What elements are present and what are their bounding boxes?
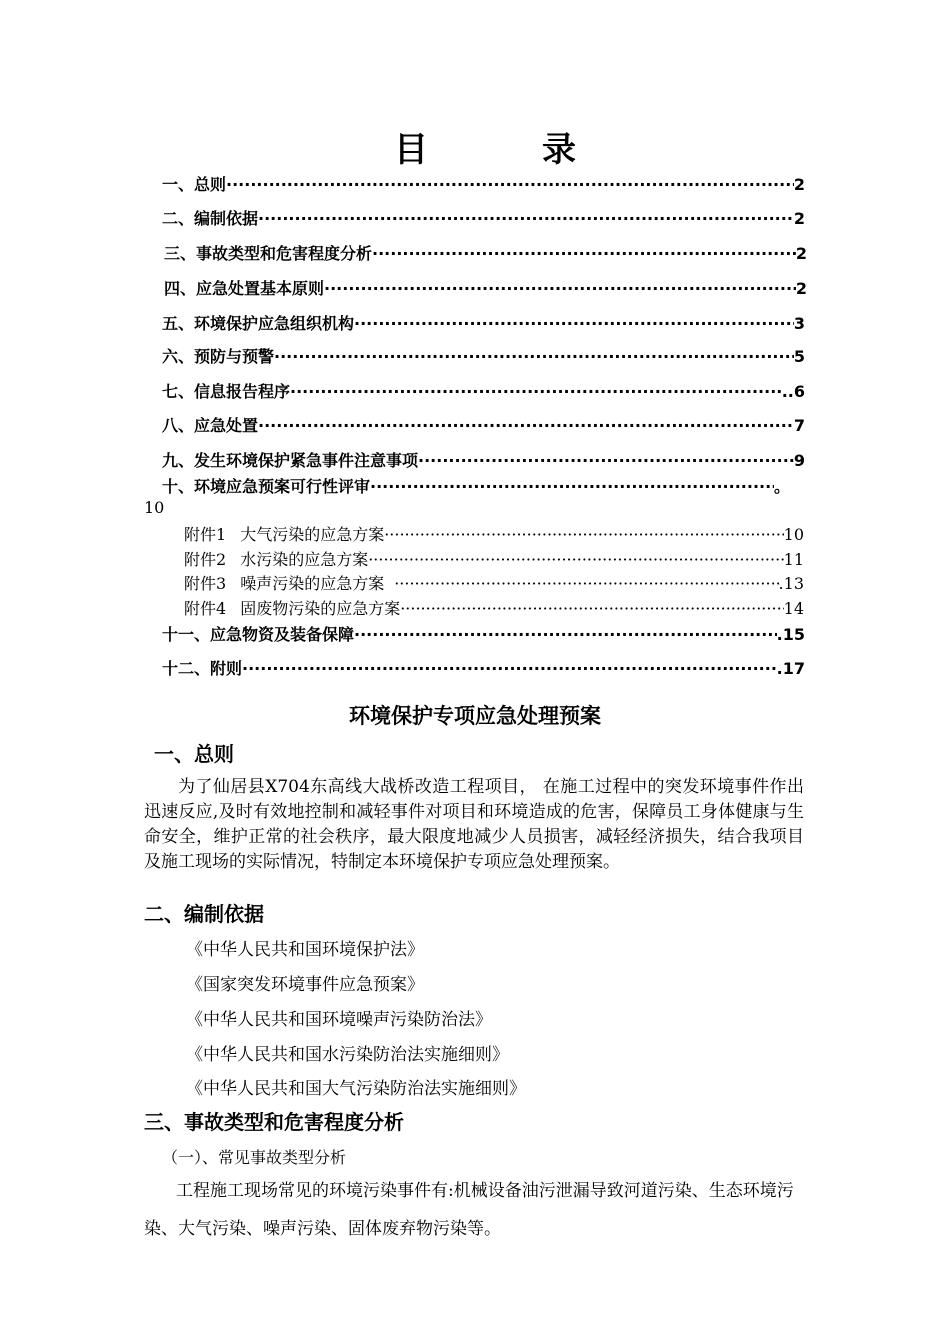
toc-item-page: 2 [793,175,805,194]
toc-attachment-number: 附件3 [184,574,227,593]
toc-attachment-item[interactable] [184,596,804,620]
toc-item-label: 一、总则 [162,175,227,194]
toc-item-page: 5 [793,347,805,366]
law-reference: 《中华人民共和国水污染防治法实施细则》 [186,1045,509,1065]
toc-attachment-page: 14 [783,599,804,618]
toc-item-page: .17 [776,659,805,678]
toc-leader-dots [370,477,774,496]
section-heading: 二、编制依据 [144,902,264,926]
toc-attachment-item[interactable] [184,522,804,546]
toc-item[interactable] [162,656,805,680]
toc-leader-dots [242,659,777,678]
toc-leader-dots [258,209,794,228]
toc-attachment-item[interactable] [184,571,804,595]
toc-item-page: 7 [793,416,805,435]
toc-leader-dots [226,175,794,194]
section-heading: 三、事故类型和危害程度分析 [144,1110,404,1134]
toc-leader-dots [368,550,783,569]
toc-attachment-page: 11 [783,550,804,569]
toc-leader-dots [400,599,783,618]
toc-leader-dots [372,244,796,263]
toc-item[interactable] [162,206,805,230]
law-reference: 《中华人民共和国环境保护法》 [186,940,424,960]
toc-item-page: ..6 [781,382,805,401]
toc-item-label: 五、环境保护应急组织机构 [162,314,355,333]
toc-item[interactable] [162,413,805,437]
toc-item-page: 3 [793,314,805,333]
section-paragraph: 工程施工现场常见的环境污染事件有:机械设备油污泄漏导致河道污染、生态环境污染、大气污染、噪声污染、固体废弃物污染等。 [144,1181,794,1239]
toc-item-label: 八、应急处置 [162,416,259,435]
toc-item-page-wrapped: 10 [144,498,165,517]
toc-leader-dots [290,382,782,401]
toc-item[interactable] [162,379,805,403]
toc-item-label: 六、预防与预警 [162,347,275,366]
toc-item-label: 四、应急处置基本原则 [164,279,325,298]
toc-item-page: 。 [773,477,790,496]
law-reference: 《中华人民共和国大气污染防治法实施细则》 [186,1079,526,1099]
law-reference: 《中华人民共和国环境噪声污染防治法》 [186,1010,492,1030]
toc-leader-dots [258,416,794,435]
toc-item[interactable] [162,448,805,472]
toc-item[interactable] [162,344,805,368]
toc-attachment-page: 10 [783,525,804,544]
document-title: 环境保护专项应急处理预案 [349,704,601,728]
toc-item-label: 十一、应急物资及装备保障 [162,625,355,644]
toc-leader-dots [394,574,778,593]
toc-item-page: .15 [776,625,805,644]
toc-attachment-number: 附件2 [184,550,227,569]
toc-item-label: 七、信息报告程序 [162,382,291,401]
toc-leader-dots [354,625,777,644]
toc-attachment-number: 附件1 [184,525,227,544]
toc-attachment-page: .13 [778,574,804,593]
toc-attachment-item[interactable] [184,547,804,571]
toc-title: 目 录 [394,130,616,170]
toc-item[interactable] [164,241,807,265]
toc-item[interactable] [162,172,805,196]
toc-attachment-number: 附件4 [184,599,227,618]
section-paragraph: 为了仙居县X704东高线大战桥改造工程项目， 在施工过程中的突发环境事件作出迅速反应,及时有效地控制和减轻事件对项目和环境造成的危害，保障员工身体健康与生命安全，维护正常的社会秩序，最大限度地减少人员损害，减轻经济损失，结合我项目及施工现场的实际情况，特制定本环境保护专项应急处理预案。 [144,777,804,872]
toc-leader-dots [384,525,783,544]
toc-item-page: 2 [793,209,805,228]
subsection-heading: （一）、常见事故类型分析 [162,1148,347,1167]
toc-leader-dots [274,347,794,366]
toc-item-label: 十、环境应急预案可行性评审 [162,477,371,496]
toc-leader-dots [354,314,794,333]
toc-item-page: 2 [795,244,807,263]
toc-item[interactable] [162,622,805,646]
toc-item-page: 2 [795,279,807,298]
toc-item-label: 三、事故类型和危害程度分析 [164,244,373,263]
toc-attachment-label: 固废物污染的应急方案 [240,599,401,618]
law-reference: 《国家突发环境事件应急预案》 [186,975,424,995]
toc-attachment-label: 大气污染的应急方案 [240,525,385,544]
toc-leader-dots [324,279,796,298]
toc-attachment-label: 水污染的应急方案 [240,550,369,569]
toc-leader-dots [418,451,794,470]
toc-item[interactable] [164,276,807,300]
toc-item-page: 9 [793,451,805,470]
toc-item[interactable] [162,474,790,498]
toc-item[interactable] [162,311,805,335]
toc-item-label: 九、发生环境保护紧急事件注意事项 [162,451,419,470]
toc-item-label: 十二、附则 [162,659,243,678]
toc-item-label: 二、编制依据 [162,209,259,228]
section-heading: 一、总则 [154,742,234,766]
toc-attachment-label: 噪声污染的应急方案 [240,574,385,593]
